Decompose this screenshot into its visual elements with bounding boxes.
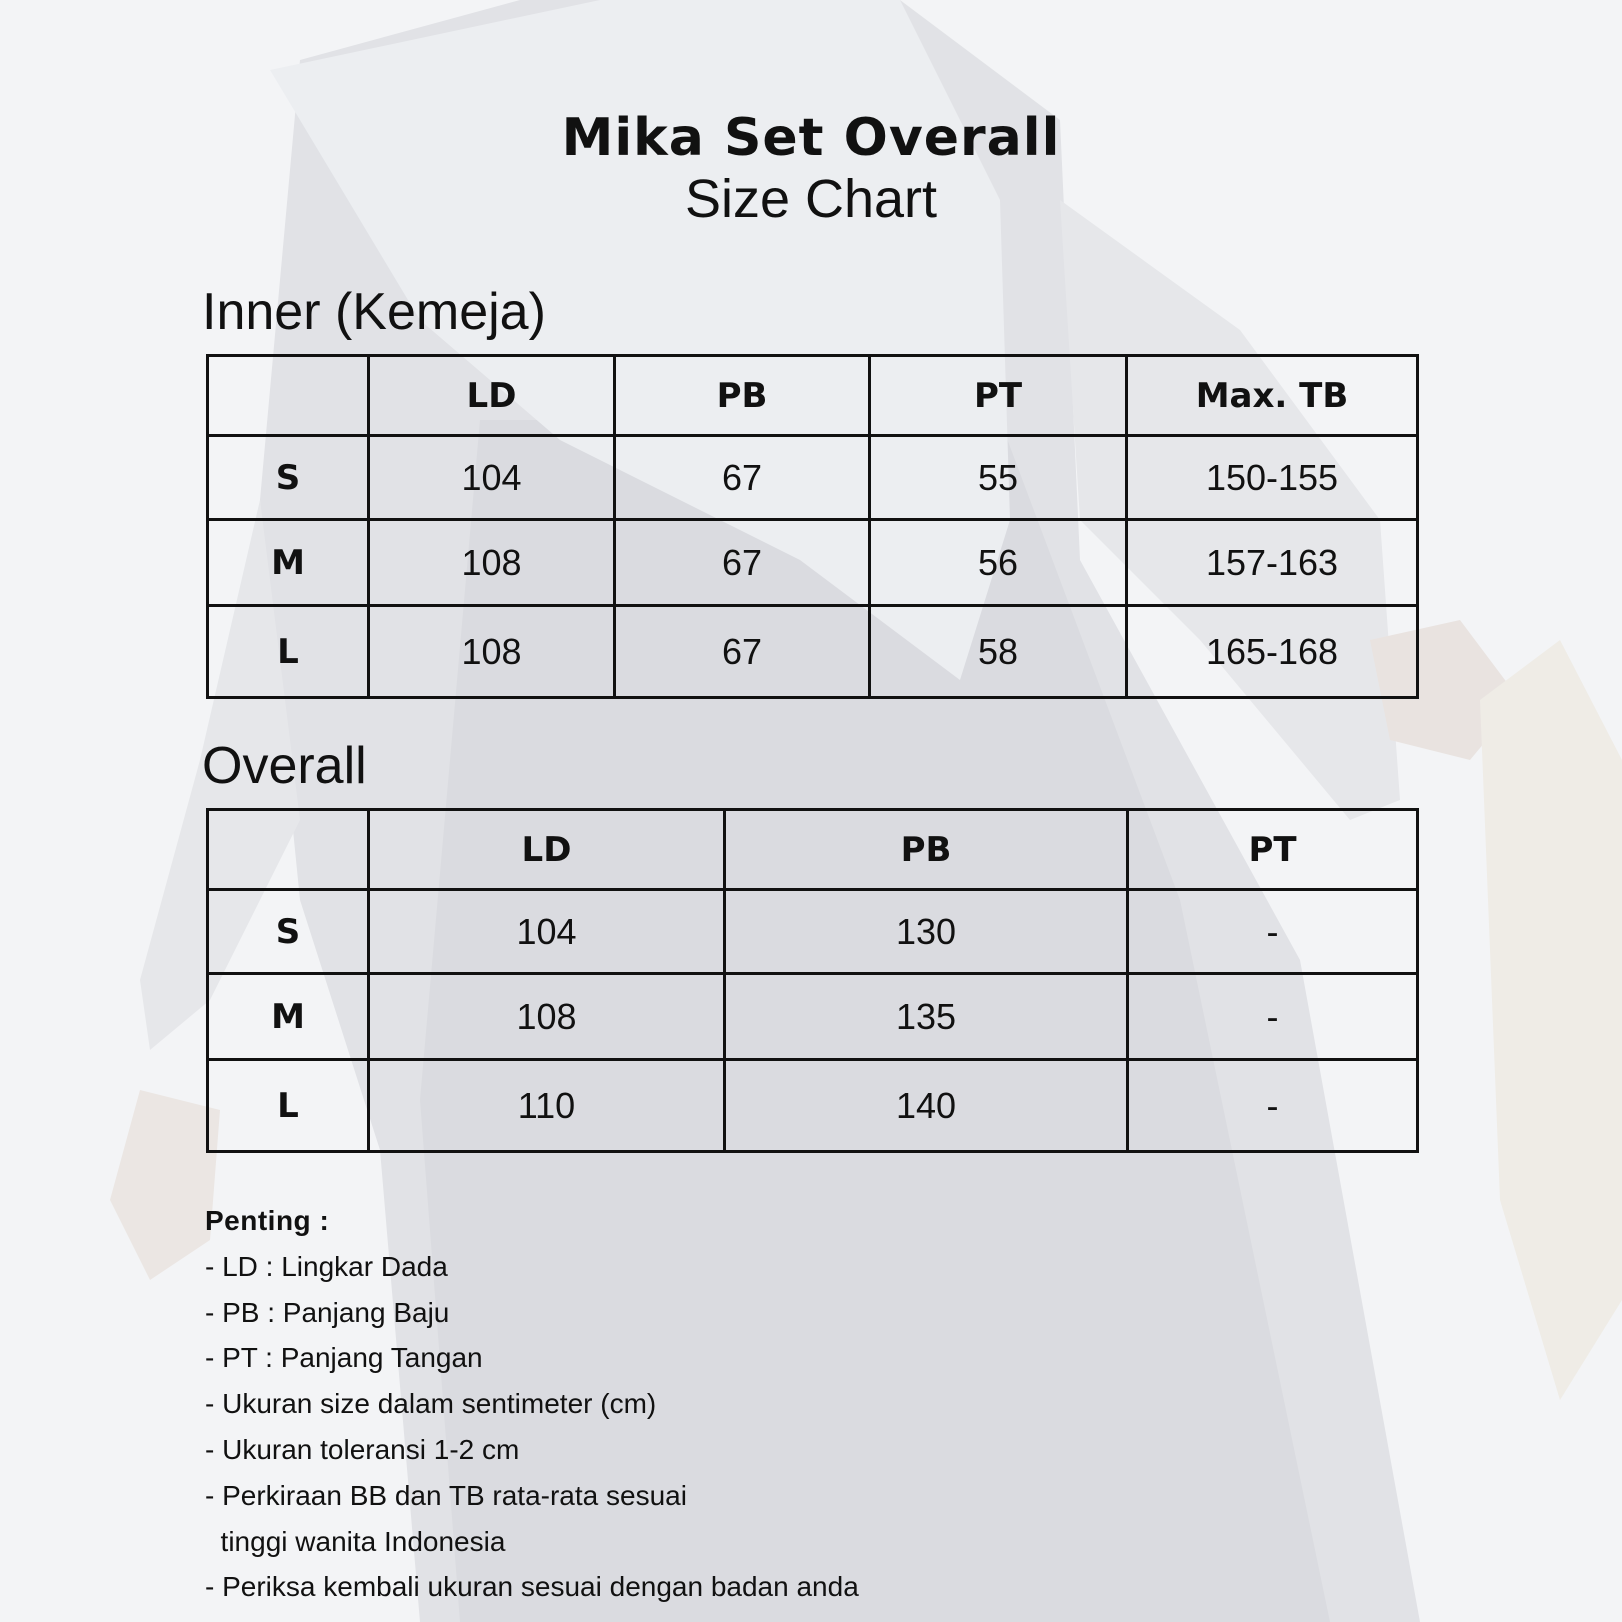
- notes-section: [205, 1198, 859, 1610]
- size-label: S: [208, 436, 369, 520]
- table-cell: 110: [369, 1060, 725, 1152]
- inner-section-heading: Inner (Kemeja): [202, 283, 546, 341]
- table-cell: -: [1128, 890, 1418, 974]
- inner-header-max-tb: Max. TB: [1127, 356, 1418, 436]
- table-cell: 108: [369, 520, 615, 606]
- note-line: - Ukuran toleransi 1-2 cm: [205, 1433, 520, 1465]
- overall-header-blank: [208, 810, 369, 890]
- table-cell: 108: [369, 606, 615, 698]
- table-cell: 67: [615, 436, 870, 520]
- note-line: - PT : Panjang Tangan: [205, 1342, 483, 1374]
- table-row: [208, 890, 1418, 974]
- page-title: Mika Set Overall: [561, 108, 1061, 168]
- inner-header-row: [208, 356, 1418, 436]
- table-cell: 130: [725, 890, 1128, 974]
- note-line: - LD : Lingkar Dada: [205, 1250, 448, 1282]
- table-row: [208, 1060, 1418, 1152]
- overall-header-ld: LD: [369, 810, 725, 890]
- table-cell: 104: [369, 890, 725, 974]
- table-cell: 140: [725, 1060, 1128, 1152]
- overall-header-row: [208, 810, 1418, 890]
- table-cell: 150-155: [1127, 436, 1418, 520]
- overall-size-table: [206, 808, 1419, 1153]
- size-label: L: [208, 1060, 369, 1152]
- table-cell: 67: [615, 606, 870, 698]
- size-label: L: [208, 606, 369, 698]
- table-row: [208, 606, 1418, 698]
- size-label: S: [208, 890, 369, 974]
- note-line: - Periksa kembali ukuran sesuai dengan badan anda: [205, 1571, 859, 1603]
- size-label: M: [208, 974, 369, 1060]
- notes-heading: Penting :: [205, 1205, 330, 1236]
- table-row: [208, 520, 1418, 606]
- table-cell: 58: [870, 606, 1127, 698]
- overall-header-pb: PB: [725, 810, 1128, 890]
- inner-header-blank: [208, 356, 369, 436]
- inner-header-pb: PB: [615, 356, 870, 436]
- table-cell: 165-168: [1127, 606, 1418, 698]
- table-cell: 55: [870, 436, 1127, 520]
- table-cell: 67: [615, 520, 870, 606]
- table-cell: 56: [870, 520, 1127, 606]
- note-line: - PB : Panjang Baju: [205, 1296, 450, 1328]
- table-cell: 135: [725, 974, 1128, 1060]
- page-subtitle: Size Chart: [684, 169, 938, 229]
- table-cell: -: [1128, 1060, 1418, 1152]
- overall-header-pt: PT: [1128, 810, 1418, 890]
- inner-size-table: [206, 354, 1419, 699]
- note-line: - Perkiraan BB dan TB rata-rata sesuai: [205, 1479, 687, 1511]
- table-cell: 104: [369, 436, 615, 520]
- inner-header-ld: LD: [369, 356, 615, 436]
- table-cell: -: [1128, 974, 1418, 1060]
- table-row: [208, 436, 1418, 520]
- overall-section-heading: Overall: [202, 737, 367, 795]
- inner-header-pt: PT: [870, 356, 1127, 436]
- size-label: M: [208, 520, 369, 606]
- table-row: [208, 974, 1418, 1060]
- note-line: - Ukuran size dalam sentimeter (cm): [205, 1388, 657, 1420]
- table-cell: 157-163: [1127, 520, 1418, 606]
- note-line: tinggi wanita Indonesia: [205, 1525, 506, 1557]
- table-cell: 108: [369, 974, 725, 1060]
